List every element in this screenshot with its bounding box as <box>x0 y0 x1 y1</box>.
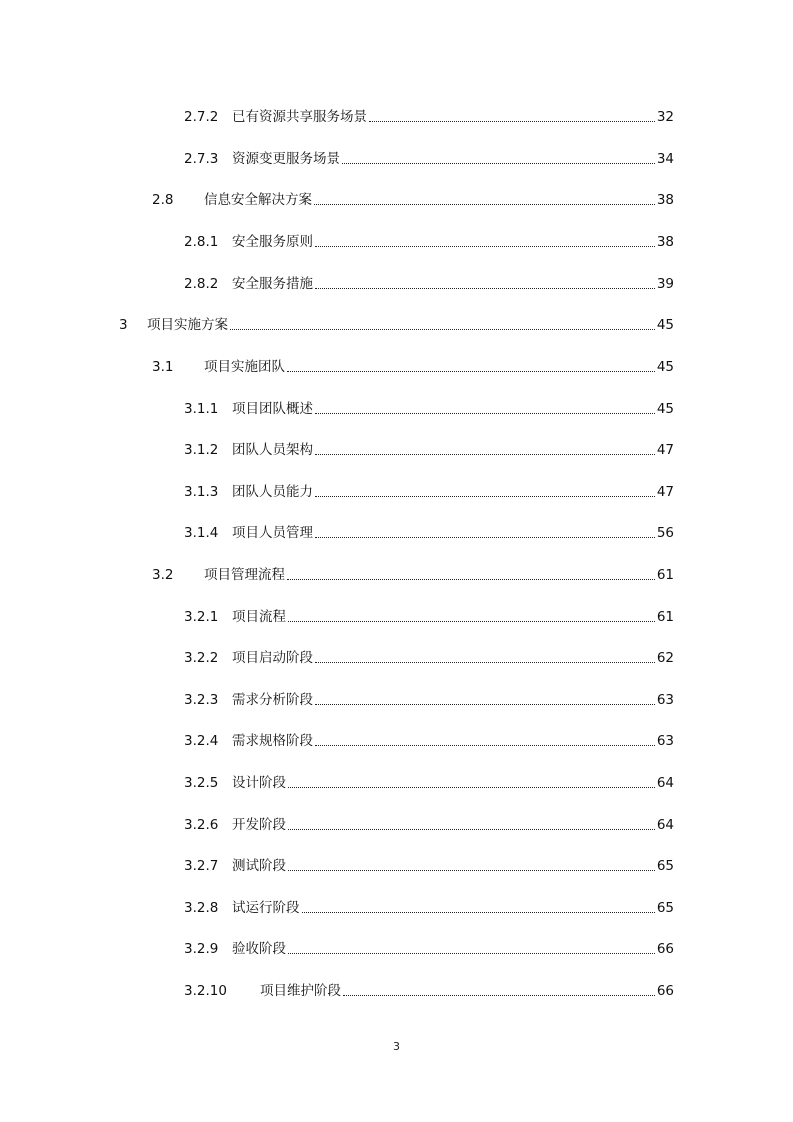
toc-entry-3[interactable] <box>119 315 674 335</box>
toc-leader-dots <box>287 579 655 580</box>
toc-entry-2-8-2[interactable] <box>184 274 674 294</box>
toc-leader-dots <box>315 496 655 497</box>
toc-entry-title: 已有资源共享服务场景 <box>232 109 367 125</box>
toc-entry-title: 开发阶段 <box>232 817 286 833</box>
toc-leader-dots <box>230 329 655 330</box>
toc-entry-page: 56 <box>656 525 674 541</box>
toc-entry-page: 63 <box>656 692 674 708</box>
toc-entry-title: 需求分析阶段 <box>232 692 313 708</box>
toc-entry-title: 设计阶段 <box>232 775 286 791</box>
toc-leader-dots <box>315 246 655 247</box>
toc-entry-3-1[interactable] <box>152 357 674 377</box>
toc-entry-number: 3.1.4 <box>184 525 219 541</box>
toc-entry-title: 项目实施方案 <box>147 317 228 333</box>
toc-leader-dots <box>315 662 655 663</box>
toc-leader-dots <box>315 537 655 538</box>
toc-entry-title: 项目人员管理 <box>232 525 313 541</box>
toc-leader-dots <box>288 953 655 954</box>
toc-entry-number: 3.2.9 <box>184 941 219 957</box>
toc-leader-dots <box>315 745 655 746</box>
toc-leader-dots <box>288 787 655 788</box>
toc-leader-dots <box>342 163 655 164</box>
toc-leader-dots <box>315 288 655 289</box>
toc-entry-title: 资源变更服务场景 <box>232 151 340 167</box>
toc-entry-number: 2.7.3 <box>184 151 219 167</box>
toc-entry-page: 64 <box>656 817 674 833</box>
toc-entry-title: 项目实施团队 <box>204 359 285 375</box>
toc-entry-number: 2.8.2 <box>184 276 219 292</box>
toc-entry-page: 38 <box>656 234 674 250</box>
toc-entry-title: 测试阶段 <box>232 858 286 874</box>
toc-entry-title: 安全服务措施 <box>232 276 313 292</box>
toc-leader-dots <box>288 829 655 830</box>
toc-entry-title: 需求规格阶段 <box>232 733 313 749</box>
toc-entry-number: 3.2.2 <box>184 650 219 666</box>
toc-entry-page: 38 <box>656 192 674 208</box>
toc-entry-title: 项目维护阶段 <box>260 983 341 999</box>
toc-entry-number: 3.1 <box>152 359 174 375</box>
toc-entry-page: 39 <box>656 276 674 292</box>
toc-leader-dots <box>315 454 655 455</box>
toc-entry-number: 3.2.7 <box>184 858 219 874</box>
toc-entry-3-1-2[interactable] <box>184 440 674 460</box>
toc-leader-dots <box>314 204 655 205</box>
toc-entry-number: 3.2.4 <box>184 733 219 749</box>
toc-entry-2-7-2[interactable] <box>184 107 674 127</box>
toc-entry-title: 项目团队概述 <box>232 401 313 417</box>
toc-entry-number: 3 <box>119 317 128 333</box>
toc-entry-page: 61 <box>656 567 674 583</box>
toc-leader-dots <box>315 704 655 705</box>
toc-entry-number: 3.2.10 <box>184 983 227 999</box>
toc-entry-2-7-3[interactable] <box>184 149 674 169</box>
toc-leader-dots <box>302 912 655 913</box>
toc-entry-number: 3.2.8 <box>184 900 219 916</box>
toc-entry-number: 3.2.5 <box>184 775 219 791</box>
toc-entry-3-2-3[interactable] <box>184 690 674 710</box>
toc-entry-title: 信息安全解决方案 <box>204 192 312 208</box>
toc-entry-page: 65 <box>656 900 674 916</box>
toc-entry-number: 3.1.1 <box>184 401 219 417</box>
toc-entry-number: 2.8.1 <box>184 234 219 250</box>
toc-entry-title: 验收阶段 <box>232 941 286 957</box>
toc-entry-page: 45 <box>656 317 674 333</box>
toc-entry-3-1-1[interactable] <box>184 399 674 419</box>
toc-entry-number: 3.1.3 <box>184 484 219 500</box>
toc-entry-page: 65 <box>656 858 674 874</box>
toc-leader-dots <box>343 995 655 996</box>
toc-entry-page: 45 <box>656 359 674 375</box>
toc-entry-3-1-3[interactable] <box>184 482 674 502</box>
toc-entry-number: 3.2.1 <box>184 609 219 625</box>
toc-entry-page: 34 <box>656 151 674 167</box>
toc-entry-3-2-5[interactable] <box>184 773 674 793</box>
toc-entry-3-2[interactable] <box>152 565 674 585</box>
toc-entry-2-8-1[interactable] <box>184 232 674 252</box>
toc-entry-number: 3.2 <box>152 567 174 583</box>
toc-entry-3-2-4[interactable] <box>184 731 674 751</box>
toc-entry-title: 安全服务原则 <box>232 234 313 250</box>
toc-entry-title: 项目启动阶段 <box>232 650 313 666</box>
toc-entry-page: 66 <box>656 941 674 957</box>
toc-entry-page: 62 <box>656 650 674 666</box>
toc-entry-3-2-2[interactable] <box>184 648 674 668</box>
toc-entry-page: 64 <box>656 775 674 791</box>
toc-entry-page: 63 <box>656 733 674 749</box>
toc-entry-title: 项目流程 <box>232 609 286 625</box>
toc-entry-3-2-8[interactable] <box>184 898 674 918</box>
toc-entry-2-8[interactable] <box>152 190 674 210</box>
toc-entry-title: 团队人员能力 <box>232 484 313 500</box>
toc-entry-3-2-10[interactable] <box>184 981 674 1001</box>
toc-leader-dots <box>369 121 655 122</box>
toc-entry-page: 66 <box>656 983 674 999</box>
toc-entry-title: 试运行阶段 <box>232 900 300 916</box>
toc-entry-page: 47 <box>656 442 674 458</box>
toc-entry-number: 2.7.2 <box>184 109 219 125</box>
toc-entry-title: 团队人员架构 <box>232 442 313 458</box>
toc-entry-page: 61 <box>656 609 674 625</box>
toc-entry-number: 3.2.3 <box>184 692 219 708</box>
toc-entry-3-1-4[interactable] <box>184 523 674 543</box>
toc-entry-number: 2.8 <box>152 192 174 208</box>
toc-leader-dots <box>287 371 655 372</box>
toc-leader-dots <box>288 870 655 871</box>
toc-entry-3-2-1[interactable] <box>184 607 674 627</box>
toc-entry-number: 3.1.2 <box>184 442 219 458</box>
toc-entry-3-2-6[interactable] <box>184 815 674 835</box>
toc-entry-3-2-7[interactable] <box>184 856 674 876</box>
toc-entry-3-2-9[interactable] <box>184 939 674 959</box>
toc-entry-page: 32 <box>656 109 674 125</box>
toc-leader-dots <box>315 413 655 414</box>
toc-entry-page: 45 <box>656 401 674 417</box>
page-number: 3 <box>393 1040 400 1053</box>
toc-entry-number: 3.2.6 <box>184 817 219 833</box>
toc-entry-page: 47 <box>656 484 674 500</box>
toc-entry-title: 项目管理流程 <box>204 567 285 583</box>
toc-leader-dots <box>288 621 655 622</box>
